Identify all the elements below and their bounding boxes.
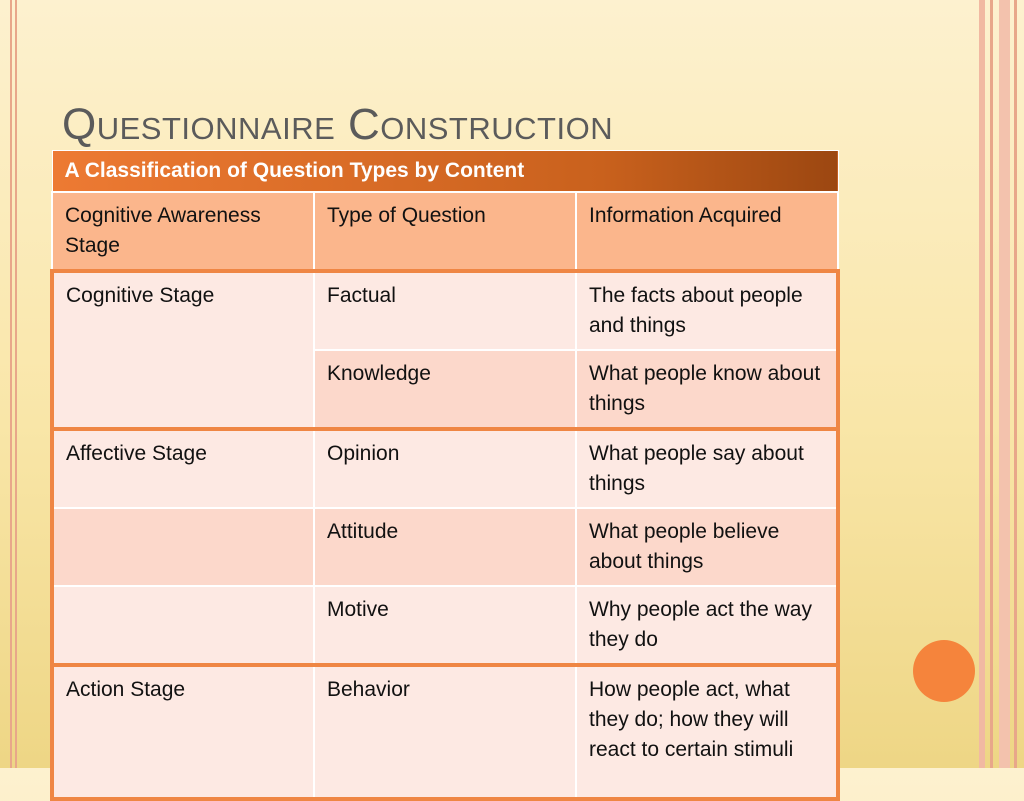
type-cell: Motive bbox=[314, 586, 576, 665]
stage-cell bbox=[52, 586, 314, 665]
stage-cell: Affective Stage bbox=[52, 429, 314, 508]
stage-cell: Action Stage bbox=[52, 665, 314, 799]
table-header-row bbox=[52, 192, 838, 271]
info-cell: How people act, what they do; how they will react to certain stimuli bbox=[576, 665, 838, 799]
left-stripe-1 bbox=[10, 0, 12, 768]
right-stripe-2 bbox=[990, 0, 993, 768]
header-stage: Cognitive Awareness Stage bbox=[52, 192, 314, 271]
decorative-circle bbox=[913, 640, 975, 702]
type-cell: Behavior bbox=[314, 665, 576, 799]
slide-title: Questionnaire Construction bbox=[62, 100, 614, 149]
type-cell: Factual bbox=[314, 271, 576, 350]
info-cell: The facts about people and things bbox=[576, 271, 838, 350]
header-info: Information Acquired bbox=[576, 192, 838, 271]
type-cell: Knowledge bbox=[314, 350, 576, 429]
table-caption: A Classification of Question Types by Content bbox=[52, 151, 838, 193]
table-row bbox=[52, 429, 838, 508]
stage-cell: Cognitive Stage bbox=[52, 271, 314, 429]
type-cell: Attitude bbox=[314, 508, 576, 586]
info-cell: Why people act the way they do bbox=[576, 586, 838, 665]
question-types-table bbox=[50, 150, 836, 801]
info-cell: What people know about things bbox=[576, 350, 838, 429]
header-type: Type of Question bbox=[314, 192, 576, 271]
stage-cell bbox=[52, 508, 314, 586]
type-cell: Opinion bbox=[314, 429, 576, 508]
left-stripe-2 bbox=[15, 0, 17, 768]
info-cell: What people believe about things bbox=[576, 508, 838, 586]
right-stripe-3 bbox=[999, 0, 1010, 768]
table-row bbox=[52, 508, 838, 586]
table-row bbox=[52, 665, 838, 799]
info-cell: What people say about things bbox=[576, 429, 838, 508]
table-row bbox=[52, 271, 838, 350]
table-row bbox=[52, 586, 838, 665]
right-stripe-4 bbox=[1014, 0, 1017, 768]
right-stripe-1 bbox=[979, 0, 985, 768]
